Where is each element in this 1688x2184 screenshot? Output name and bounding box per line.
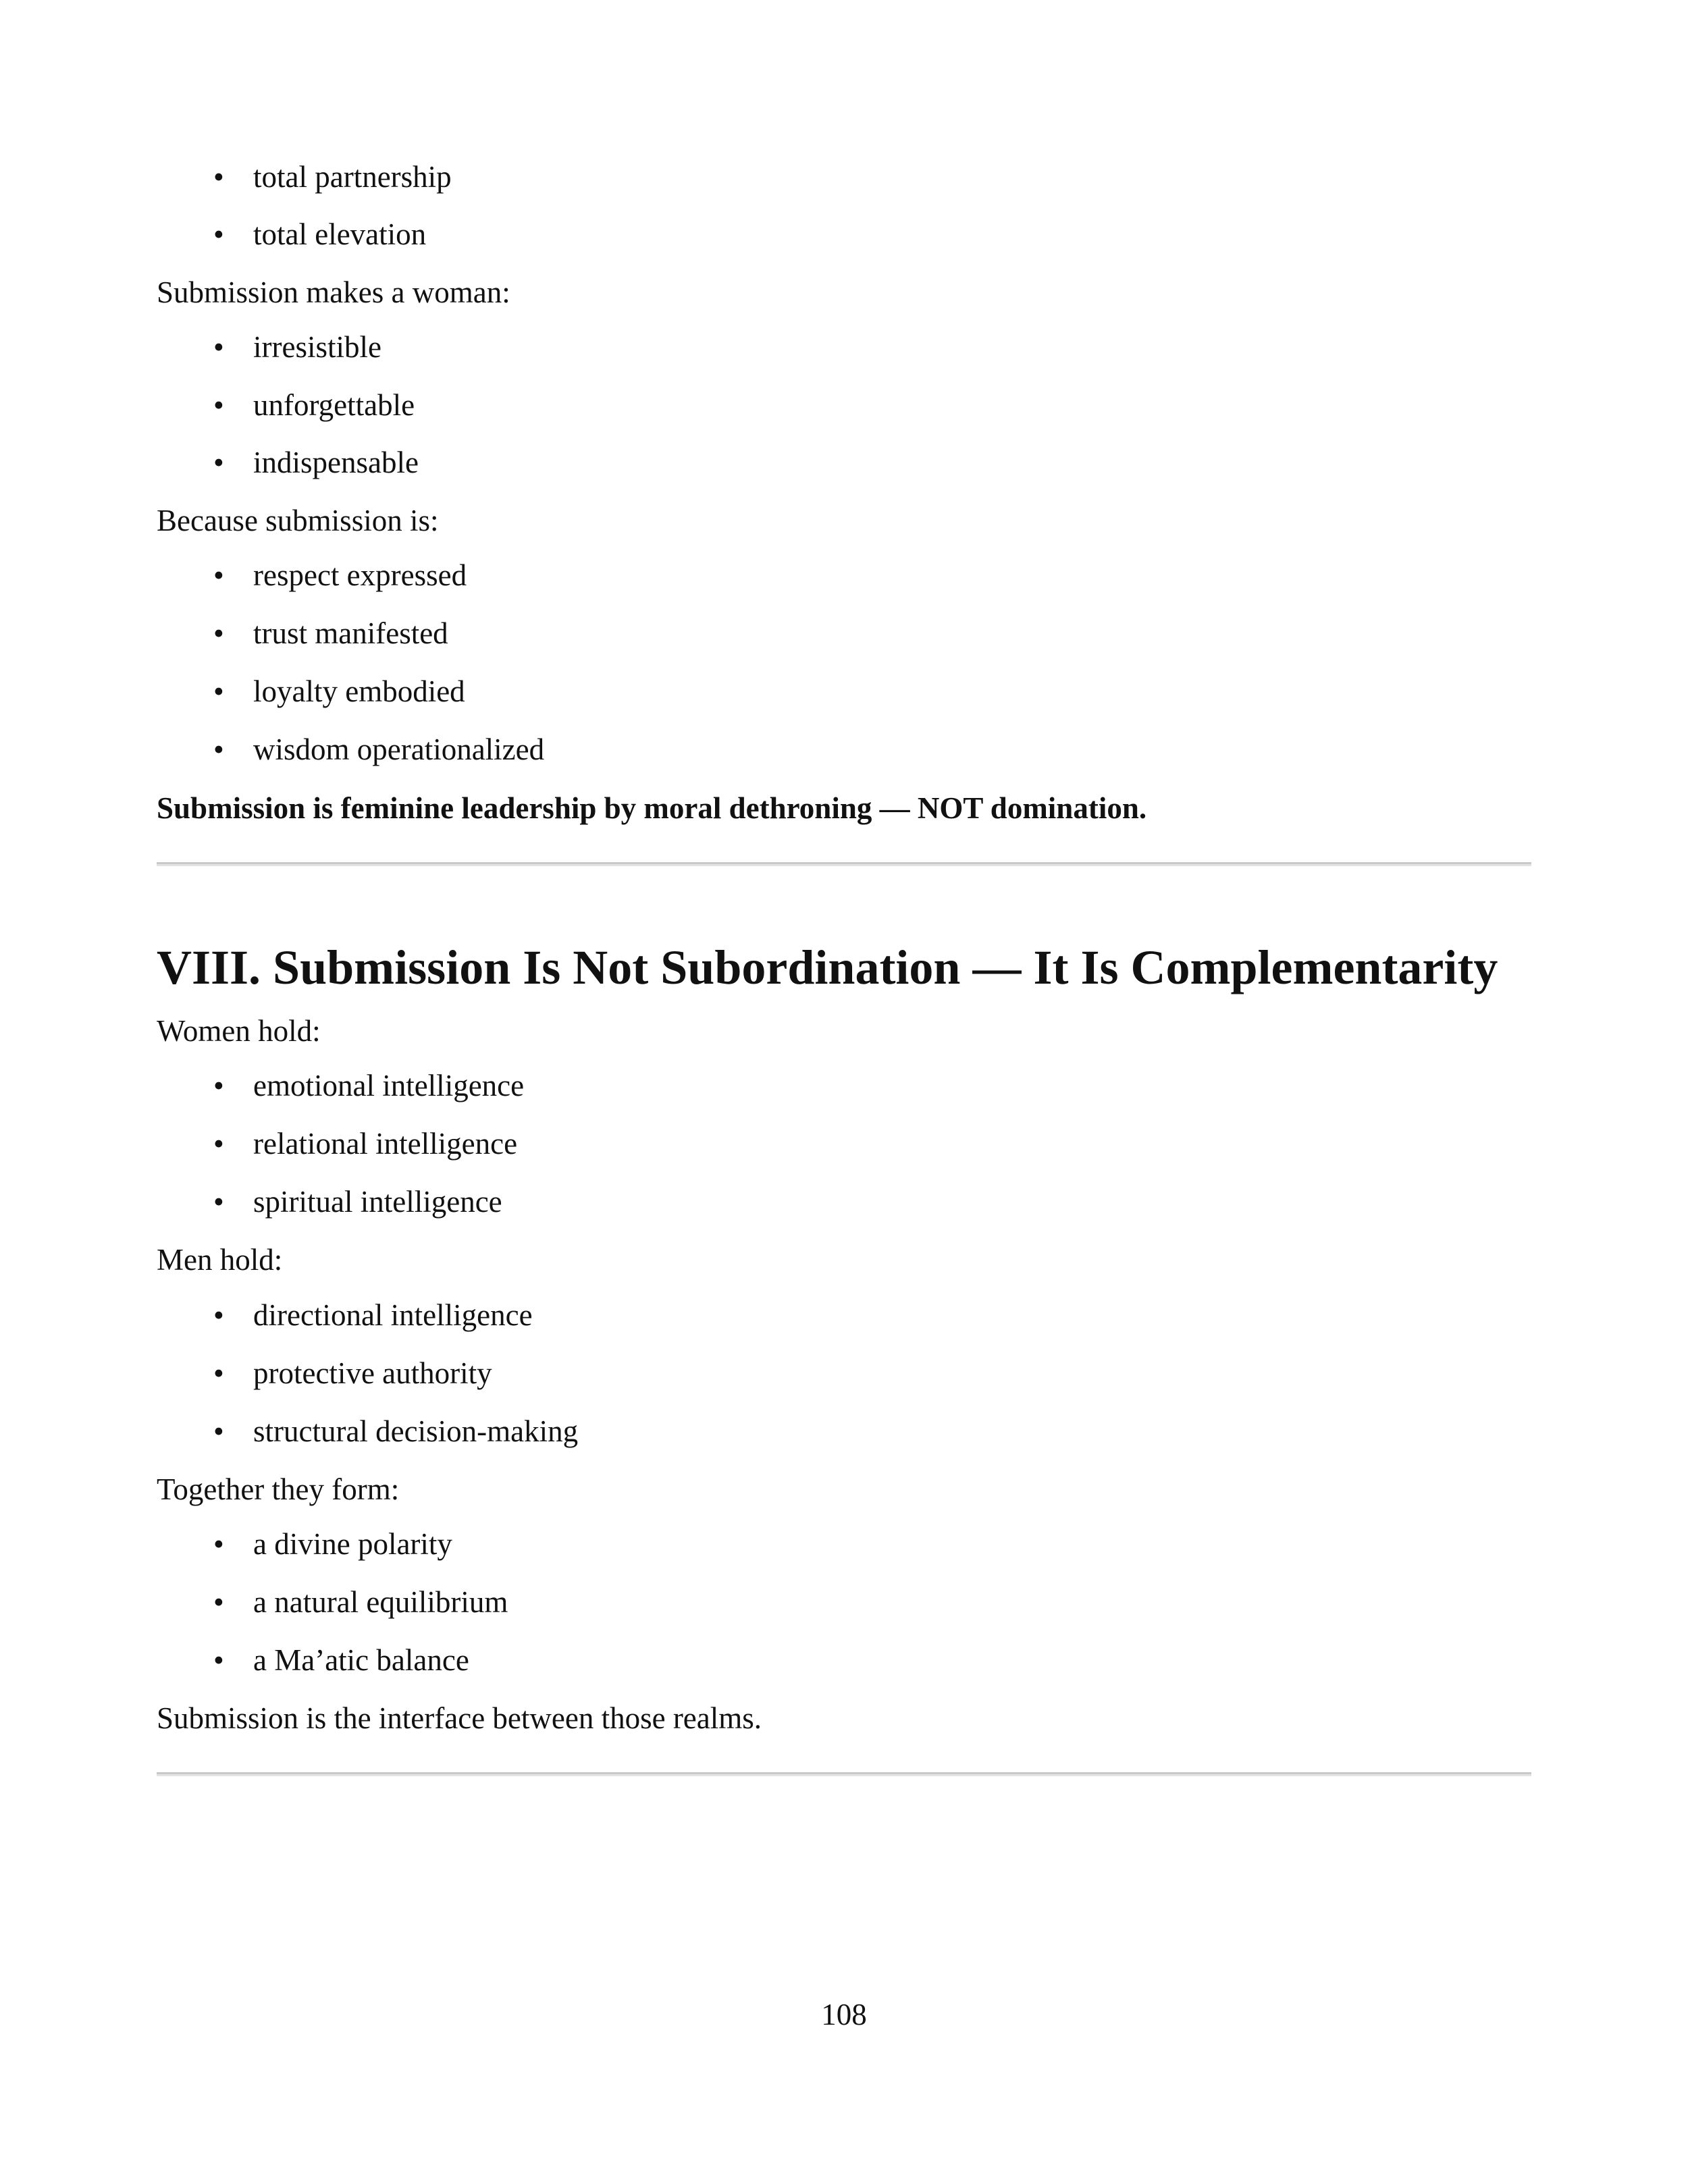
page-number: 108 (821, 1998, 867, 2031)
section-heading: VIII. Submission Is Not Subordination — It Is Complementarity (157, 940, 1498, 994)
list-item-text: a natural equilibrium (253, 1585, 508, 1619)
bullet-glyph: • (213, 1585, 224, 1619)
list-item-text: respect expressed (253, 558, 467, 592)
bullet-glyph: • (213, 388, 224, 422)
paragraph-intro: Together they form: (157, 1472, 400, 1506)
paragraph-intro: Women hold: (157, 1014, 321, 1048)
emphasis-statement: Submission is feminine leadership by moral dethroning — NOT domination. (157, 791, 1147, 825)
bullet-glyph: • (213, 1414, 224, 1448)
list-item-text: wisdom operationalized (253, 733, 545, 766)
bullet-glyph: • (213, 558, 224, 592)
bullet-glyph: • (213, 1298, 224, 1332)
paragraph-intro: Because submission is: (157, 504, 439, 537)
bullet-glyph: • (213, 1643, 224, 1677)
list-item-text: unforgettable (253, 388, 415, 422)
list-item-text: a Ma’atic balance (253, 1643, 469, 1677)
list-item-text: total elevation (253, 217, 427, 251)
list-item-text: loyalty embodied (253, 674, 465, 708)
bullet-glyph: • (213, 1527, 224, 1561)
bullet-glyph: • (213, 1185, 224, 1219)
list-item-text: irresistible (253, 330, 381, 364)
bullet-glyph: • (213, 217, 224, 251)
bullet-glyph: • (213, 330, 224, 364)
bullet-glyph: • (213, 1127, 224, 1161)
list-item-text: protective authority (253, 1356, 492, 1390)
section-divider (157, 1772, 1531, 1776)
paragraph-closing: Submission is the interface between those realms. (157, 1701, 762, 1735)
paragraph-intro: Submission makes a woman: (157, 275, 510, 309)
list-item-text: directional intelligence (253, 1298, 533, 1332)
section-divider (157, 862, 1531, 866)
bullet-glyph: • (213, 1069, 224, 1102)
paragraph-intro: Men hold: (157, 1243, 283, 1277)
bullet-glyph: • (213, 733, 224, 766)
list-item-text: spiritual intelligence (253, 1185, 502, 1219)
list-item-text: relational intelligence (253, 1127, 518, 1161)
list-item-text: trust manifested (253, 616, 448, 650)
list-item-text: a divine polarity (253, 1527, 452, 1561)
bullet-glyph: • (213, 1356, 224, 1390)
bullet-glyph: • (213, 616, 224, 650)
list-item-text: indispensable (253, 446, 419, 479)
bullet-glyph: • (213, 446, 224, 479)
bullet-glyph: • (213, 160, 224, 194)
bullet-glyph: • (213, 674, 224, 708)
list-item-text: emotional intelligence (253, 1069, 525, 1102)
list-item-text: structural decision-making (253, 1414, 579, 1448)
list-item-text: total partnership (253, 160, 452, 194)
